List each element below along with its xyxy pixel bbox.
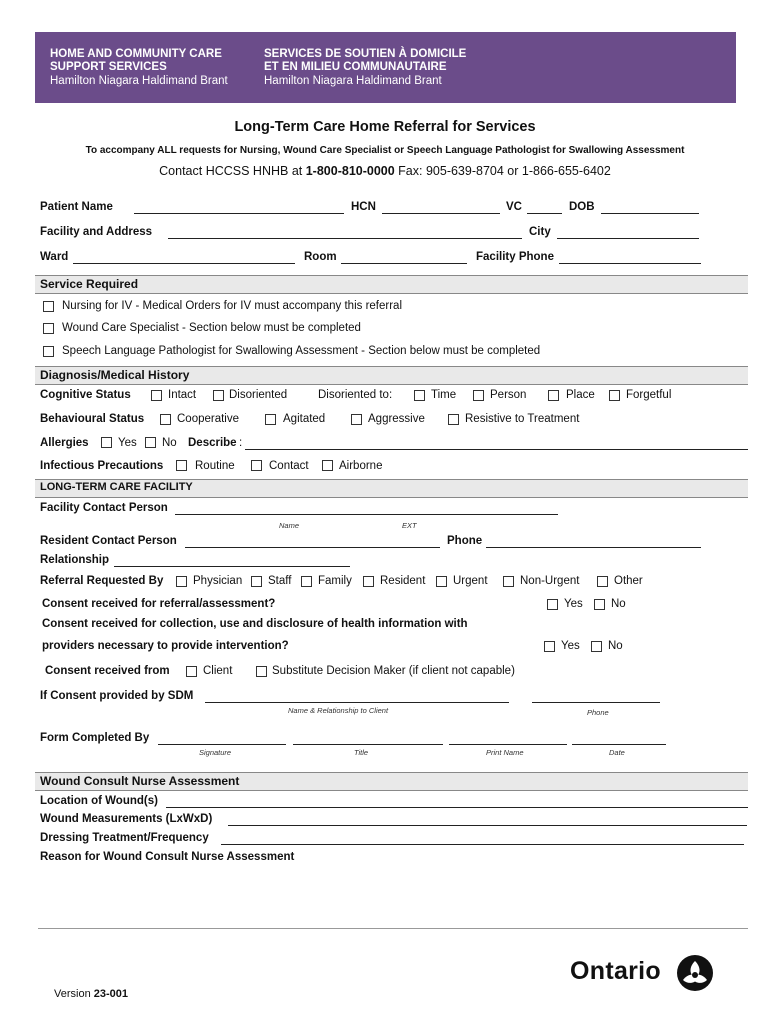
vc-label: VC xyxy=(506,201,522,213)
signature-field[interactable] xyxy=(158,744,286,745)
place-label: Place xyxy=(566,389,595,401)
ltc-header xyxy=(35,479,748,498)
facility-contact-field[interactable] xyxy=(175,514,558,515)
form-title: Long-Term Care Home Referral for Services xyxy=(234,119,536,135)
slp-label: Speech Language Pathologist for Swallowing Assessment - Section below must be completed xyxy=(62,345,541,357)
header-fr-line2: ET EN MILIEU COMMUNAUTAIRE xyxy=(264,61,447,73)
city-label: City xyxy=(529,226,551,238)
header-fr-region: Hamilton Niagara Haldimand Brant xyxy=(264,75,442,87)
contact-or: or xyxy=(503,164,522,178)
facility-address-label: Facility and Address xyxy=(40,226,153,238)
slp-checkbox[interactable] xyxy=(43,346,54,357)
describe-field[interactable] xyxy=(245,449,748,450)
consent-from-label: Consent received from xyxy=(45,665,170,677)
staff-checkbox[interactable] xyxy=(251,576,262,587)
facility-contact-label: Facility Contact Person xyxy=(40,502,168,514)
consent-collection-no-checkbox[interactable] xyxy=(591,641,602,652)
ltc-title: LONG-TERM CARE FACILITY xyxy=(40,481,193,493)
other-checkbox[interactable] xyxy=(597,576,608,587)
wound-measurements-field[interactable] xyxy=(228,825,747,826)
allergies-no-checkbox[interactable] xyxy=(145,437,156,448)
forgetful-label: Forgetful xyxy=(626,389,672,401)
contact-line xyxy=(0,164,770,178)
resident-phone-field[interactable] xyxy=(486,547,701,548)
diagnosis-header xyxy=(35,366,748,385)
aggressive-label: Aggressive xyxy=(368,413,425,425)
dob-label: DOB xyxy=(569,201,595,213)
reason-label: Reason for Wound Consult Nurse Assessment xyxy=(40,851,295,863)
urgent-label: Urgent xyxy=(453,575,488,587)
service-required-title: Service Required xyxy=(40,277,139,291)
consent-referral-no-checkbox[interactable] xyxy=(594,599,605,610)
hint-print-name: Print Name xyxy=(486,748,524,757)
sdm-checkbox[interactable] xyxy=(256,666,267,677)
routine-checkbox[interactable] xyxy=(176,460,187,471)
allergies-no-label: No xyxy=(162,437,177,449)
other-label: Other xyxy=(614,575,643,587)
facility-phone-label: Facility Phone xyxy=(476,251,554,263)
header-banner xyxy=(35,32,736,103)
ontario-logo-text: Ontario xyxy=(570,957,661,985)
agitated-checkbox[interactable] xyxy=(265,414,276,425)
contact-fax: Fax: 905-639-8704 xyxy=(394,164,504,178)
relationship-label: Relationship xyxy=(40,554,110,566)
non-urgent-checkbox[interactable] xyxy=(503,576,514,587)
aggressive-checkbox[interactable] xyxy=(351,414,362,425)
cooperative-label: Cooperative xyxy=(177,413,240,425)
behavioural-label: Behavioural Status xyxy=(40,413,145,425)
hint-title: Title xyxy=(354,748,369,757)
resistive-label: Resistive to Treatment xyxy=(465,413,580,425)
city-field[interactable] xyxy=(557,238,699,239)
resistive-checkbox[interactable] xyxy=(448,414,459,425)
title-field[interactable] xyxy=(293,744,443,745)
resident-checkbox[interactable] xyxy=(363,576,374,587)
place-checkbox[interactable] xyxy=(548,390,559,401)
consent-referral-no-label: No xyxy=(611,598,626,610)
airborne-checkbox[interactable] xyxy=(322,460,333,471)
facility-address-field[interactable] xyxy=(168,238,522,239)
wound-measurements-label: Wound Measurements (LxWxD) xyxy=(40,813,213,825)
hint-name-relationship: Name & Relationship to Client xyxy=(288,706,389,715)
consent-collection-yes-label: Yes xyxy=(561,640,580,652)
consent-collection-label-1: Consent received for collection, use and disclosure of health information with xyxy=(42,618,468,630)
patient-name-label: Patient Name xyxy=(40,201,113,213)
dob-field[interactable] xyxy=(601,213,699,214)
wound-title: Wound Consult Nurse Assessment xyxy=(40,774,240,788)
room-field[interactable] xyxy=(341,263,467,264)
wound-care-checkbox[interactable] xyxy=(43,323,54,334)
time-label: Time xyxy=(431,389,457,401)
contact-alt: 1-866-655-6402 xyxy=(521,164,611,178)
footer-divider xyxy=(38,928,748,929)
hcn-field[interactable] xyxy=(382,213,500,214)
referral-by-label: Referral Requested By xyxy=(40,575,164,587)
intact-checkbox[interactable] xyxy=(151,390,162,401)
allergies-label: Allergies xyxy=(40,437,89,449)
version-label: Version xyxy=(54,988,94,1000)
relationship-field[interactable] xyxy=(114,566,350,567)
physician-label: Physician xyxy=(193,575,243,587)
header-en-line2: SUPPORT SERVICES xyxy=(50,61,167,73)
disoriented-to-label: Disoriented to: xyxy=(318,389,393,401)
date-field[interactable] xyxy=(572,744,666,745)
facility-phone-field[interactable] xyxy=(559,263,701,264)
person-label: Person xyxy=(490,389,527,401)
disoriented-checkbox[interactable] xyxy=(213,390,224,401)
hcn-label: HCN xyxy=(351,201,376,213)
hint-date: Date xyxy=(609,748,625,757)
hint-phone: Phone xyxy=(587,708,609,717)
print-name-field[interactable] xyxy=(449,744,567,745)
cooperative-checkbox[interactable] xyxy=(160,414,171,425)
wound-location-field[interactable] xyxy=(166,807,748,808)
resident-contact-label: Resident Contact Person xyxy=(40,535,177,547)
consent-referral-yes-checkbox[interactable] xyxy=(547,599,558,610)
client-checkbox[interactable] xyxy=(186,666,197,677)
consent-collection-no-label: No xyxy=(608,640,623,652)
hint-ext: EXT xyxy=(402,521,417,530)
describe-colon: : xyxy=(239,437,243,449)
non-urgent-label: Non-Urgent xyxy=(520,575,580,587)
service-required-header xyxy=(35,275,748,294)
family-label: Family xyxy=(318,575,352,587)
patient-name-field[interactable] xyxy=(134,213,344,214)
resident-label: Resident xyxy=(380,575,426,587)
version-text xyxy=(54,988,128,1000)
nursing-iv-label: Nursing for IV - Medical Orders for IV must accompany this referral xyxy=(62,300,402,312)
diagnosis-title: Diagnosis/Medical History xyxy=(40,368,190,382)
contact-label: Contact xyxy=(269,460,309,472)
room-label: Room xyxy=(304,251,337,263)
time-checkbox[interactable] xyxy=(414,390,425,401)
consent-referral-yes-label: Yes xyxy=(564,598,583,610)
sdm-line-label: If Consent provided by SDM xyxy=(40,690,194,702)
ward-label: Ward xyxy=(40,251,69,263)
resident-contact-field[interactable] xyxy=(185,547,440,548)
wound-care-label: Wound Care Specialist - Section below must be completed xyxy=(62,322,361,334)
urgent-checkbox[interactable] xyxy=(436,576,447,587)
sdm-name-field[interactable] xyxy=(205,702,509,703)
wound-location-label: Location of Wound(s) xyxy=(40,795,158,807)
hint-signature: Signature xyxy=(199,748,232,757)
cognitive-label: Cognitive Status xyxy=(40,389,131,401)
vc-field[interactable] xyxy=(527,213,562,214)
family-checkbox[interactable] xyxy=(301,576,312,587)
agitated-label: Agitated xyxy=(283,413,326,425)
disoriented-label: Disoriented xyxy=(229,389,288,401)
nursing-iv-checkbox[interactable] xyxy=(43,301,54,312)
sdm-phone-field[interactable] xyxy=(532,702,660,703)
describe-label: Describe xyxy=(188,437,237,449)
airborne-label: Airborne xyxy=(339,460,383,472)
consent-collection-label-2: providers necessary to provide intervention? xyxy=(42,640,289,652)
header-en-region: Hamilton Niagara Haldimand Brant xyxy=(50,75,228,87)
consent-referral-label: Consent received for referral/assessment? xyxy=(42,598,276,610)
hint-name: Name xyxy=(279,521,300,530)
consent-collection-yes-checkbox[interactable] xyxy=(544,641,555,652)
contact-checkbox[interactable] xyxy=(251,460,262,471)
allergies-yes-label: Yes xyxy=(118,437,137,449)
dressing-label: Dressing Treatment/Frequency xyxy=(40,832,209,844)
wound-header xyxy=(35,772,748,791)
header-en-line1: HOME AND COMMUNITY CARE xyxy=(50,48,222,60)
allergies-yes-checkbox[interactable] xyxy=(101,437,112,448)
version-number: 23-001 xyxy=(93,988,129,1000)
physician-checkbox[interactable] xyxy=(176,576,187,587)
intact-label: Intact xyxy=(168,389,197,401)
contact-prefix: Contact HCCSS HNHB at xyxy=(159,164,306,178)
resident-phone-label: Phone xyxy=(447,535,483,547)
contact-phone: 1-800-810-0000 xyxy=(305,164,395,178)
dressing-field[interactable] xyxy=(221,844,744,845)
infectious-label: Infectious Precautions xyxy=(40,460,164,472)
person-checkbox[interactable] xyxy=(473,390,484,401)
form-completed-label: Form Completed By xyxy=(40,732,150,744)
client-label: Client xyxy=(203,665,233,677)
sdm-label: Substitute Decision Maker (if client not capable) xyxy=(272,665,515,677)
forgetful-checkbox[interactable] xyxy=(609,390,620,401)
form-subtitle: To accompany ALL requests for Nursing, Wound Care Specialist or Speech Language Pathologist for Swallowing Assessment xyxy=(85,145,685,156)
ward-field[interactable] xyxy=(73,263,295,264)
routine-label: Routine xyxy=(195,460,235,472)
header-fr-line1: SERVICES DE SOUTIEN À DOMICILE xyxy=(264,48,467,60)
trillium-icon xyxy=(676,954,714,992)
staff-label: Staff xyxy=(268,575,292,587)
